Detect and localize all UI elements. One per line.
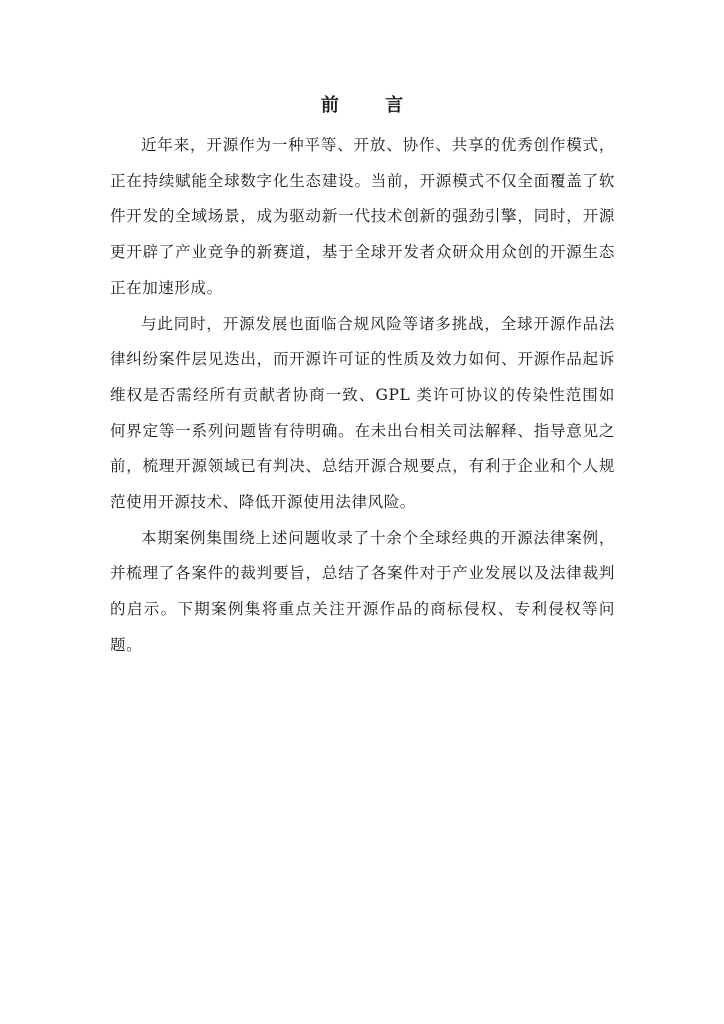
paragraph-1: 近年来，开源作为一种平等、开放、协作、共享的优秀创作模式，正在持续赋能全球数字化生态建设。当前，开源模式不仅全面覆盖了软件开发的全域场景，成为驱动新一代技术创新的强劲引擎，同时，开源更开辟了产业竞争的新赛道，基于全球开发者众研众用众创的开源生态正在加速形成。: [110, 136, 615, 297]
preface-body: [110, 128, 615, 664]
paragraph-3: 本期案例集围绕上述问题收录了十余个全球经典的开源法律案例，并梳理了各案件的裁判要旨，总结了各案件对于产业发展以及法律裁判的启示。下期案例集将重点关注开源作品的商标侵权、专利侵权等问题。: [110, 528, 615, 654]
page-title: 前 言: [320, 95, 424, 116]
paragraph-2: 与此同时，开源发展也面临合规风险等诸多挑战，全球开源作品法律纠纷案件层见迭出，而开源许可证的性质及效力如何、开源作品起诉维权是否需经所有贡献者协商一致、GPL 类许可协议的传染性范围如何界定等一系列问题皆有待明确。在未出台相关司法解释、指导意见之前，梳理开源领域已有判决、总结开源合规要点，有利于企业和个人规范使用开源技术、降低开源使用法律风险。: [110, 314, 615, 512]
